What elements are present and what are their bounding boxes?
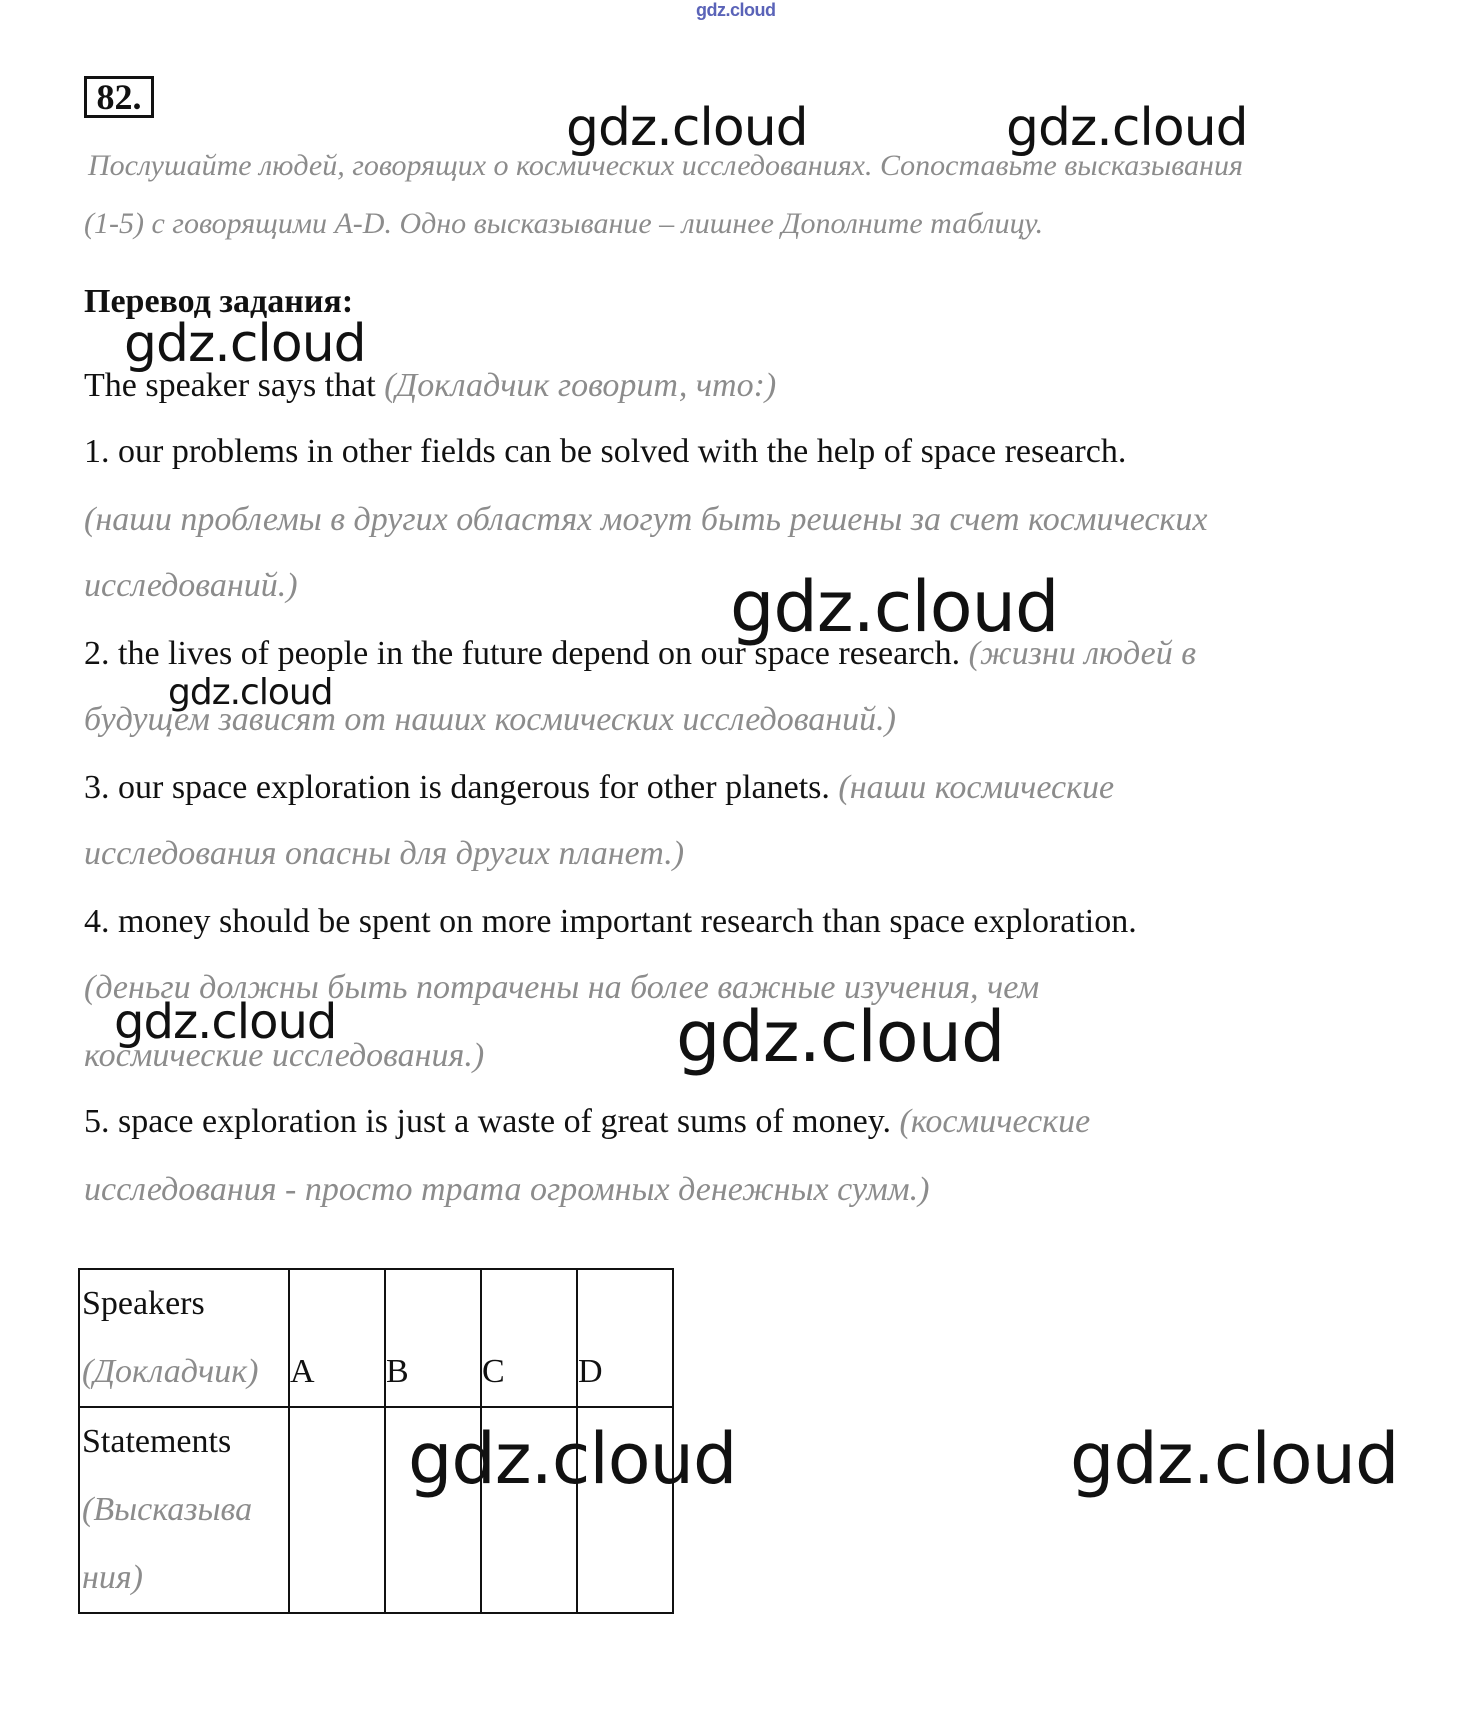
speakers-row <box>79 1269 673 1407</box>
watermark: gdz.cloud <box>168 672 333 713</box>
watermark: gdz.cloud <box>1006 98 1248 158</box>
statement-5-ru-start: (космические <box>899 1103 1091 1140</box>
speaker-cell-a <box>289 1269 385 1407</box>
statement-5-line-1 <box>84 1102 1090 1142</box>
speaker-cell-d <box>577 1269 673 1407</box>
statement-4-line-1 <box>84 902 1137 942</box>
watermark: gdz.cloud <box>124 314 366 374</box>
speaker-cell-b <box>385 1269 481 1407</box>
watermark: gdz.cloud <box>730 566 1059 648</box>
statement-2-en: 2. the lives of people in the future depend on our space research. <box>84 635 961 672</box>
speaker-letter-b: B <box>386 1353 409 1390</box>
statement-1-en: 1. our problems in other fields can be solved with the help of space research. <box>84 433 1127 470</box>
task-number: 82. <box>84 76 154 118</box>
statement-1-line-2: (наши проблемы в других областях могут быть решены за счет космических <box>84 501 1208 538</box>
speakers-label-cell <box>79 1269 289 1407</box>
site-mark: gdz.cloud <box>696 0 776 20</box>
answer-cell-c[interactable] <box>481 1407 577 1613</box>
statement-3-en: 3. our space exploration is dangerous for other planets. <box>84 769 830 806</box>
intro-en: The speaker says that <box>84 367 376 404</box>
watermark: gdz.cloud <box>676 996 1005 1078</box>
watermark: gdz.cloud <box>1070 1418 1399 1500</box>
statement-4-line-2: (деньги должны быть потрачены на более важные изучения, чем <box>84 969 1040 1006</box>
intro-line <box>84 366 776 406</box>
watermark: gdz.cloud <box>408 1418 737 1500</box>
speakers-label-ru: (Докладчик) <box>82 1353 259 1390</box>
watermark: gdz.cloud <box>114 994 337 1050</box>
statements-label-ru-1: (Высказыва <box>82 1491 253 1528</box>
translation-heading: Перевод задания: <box>84 283 354 320</box>
statements-row <box>79 1407 673 1613</box>
speakers-label-en: Speakers <box>82 1285 205 1322</box>
speaker-cell-c <box>481 1269 577 1407</box>
answer-table <box>78 1268 674 1614</box>
speaker-letter-c: C <box>482 1353 505 1390</box>
statement-3-line-1 <box>84 768 1114 808</box>
task-text-line-1: Послушайте людей, говорящих о космических исследованиях. Сопоставьте высказывания <box>88 149 1243 182</box>
answer-cell-d[interactable] <box>577 1407 673 1613</box>
statement-4-line-3: космические исследования.) <box>84 1037 485 1074</box>
speaker-letter-a: A <box>290 1353 315 1390</box>
speaker-letter-d: D <box>578 1353 603 1390</box>
statement-2-line-1 <box>84 634 1196 674</box>
statement-2-line-2: будущем зависят от наших космических исследований.) <box>84 701 896 738</box>
statement-1-line-1 <box>84 432 1126 472</box>
statements-label-ru-2: ния) <box>82 1559 143 1596</box>
statement-3-line-2: исследования опасны для других планет.) <box>84 835 685 872</box>
statement-3-ru-start: (наши космические <box>838 769 1115 806</box>
statement-1-line-3: исследований.) <box>84 567 298 604</box>
statement-2-ru-start: (жизни людей в <box>968 635 1196 672</box>
statement-5-line-2: исследования - просто трата огромных денежных сумм.) <box>84 1171 930 1208</box>
watermark: gdz.cloud <box>566 98 808 158</box>
task-text-line-2: (1-5) с говорящими A-D. Одно высказывание – лишнее Дополните таблицу. <box>84 207 1044 240</box>
intro-ru: (Докладчик говорит, что:) <box>384 367 777 404</box>
statements-label-en: Statements <box>82 1423 232 1460</box>
answer-cell-b[interactable] <box>385 1407 481 1613</box>
answer-cell-a[interactable] <box>289 1407 385 1613</box>
statement-4-en: 4. money should be spent on more important research than space exploration. <box>84 903 1137 940</box>
statements-label-cell <box>79 1407 289 1613</box>
statement-5-en: 5. space exploration is just a waste of great sums of money. <box>84 1103 891 1140</box>
